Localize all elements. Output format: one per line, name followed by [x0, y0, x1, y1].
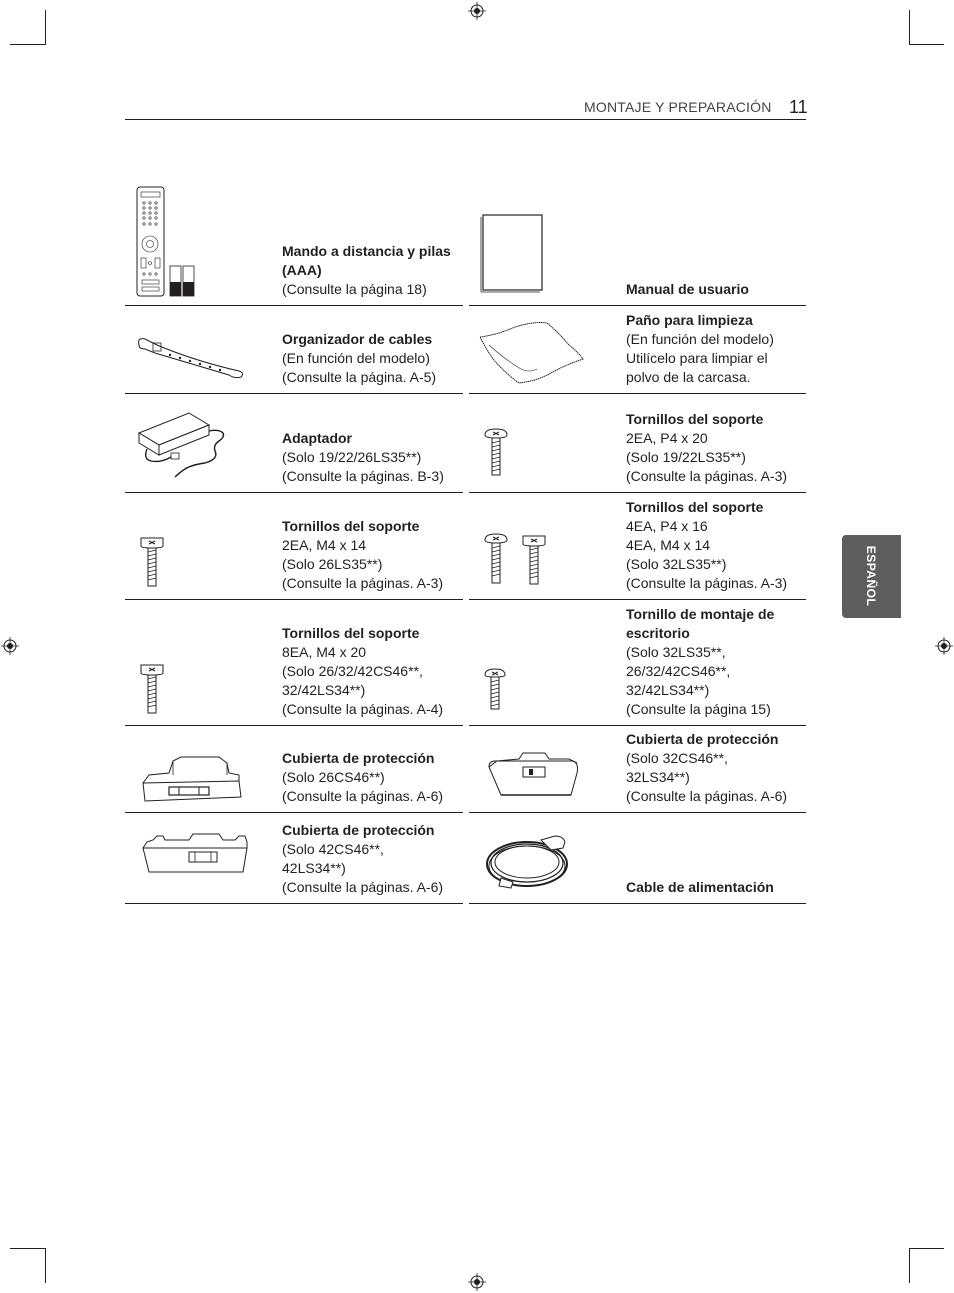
- item-detail: (Consulte la páginas. A-4): [282, 701, 444, 717]
- crop-mark: [10, 44, 45, 45]
- power-cord-icon: [483, 832, 593, 896]
- item-detail: (Solo 26/32/42CS46**,: [282, 663, 423, 679]
- item-detail: polvo de la carcasa.: [626, 369, 751, 385]
- item-text: [282, 330, 458, 387]
- accessory-item: [469, 599, 806, 726]
- item-detail: (Solo 42CS46**,: [282, 841, 384, 857]
- language-label: ESPAÑOL: [864, 545, 878, 607]
- user-manual-icon: [479, 213, 559, 295]
- item-text: [282, 242, 458, 299]
- item-title: Cubierta de protección: [282, 822, 435, 838]
- crop-mark: [909, 10, 910, 45]
- crop-mark: [909, 1248, 910, 1283]
- protection-cover-icon: [139, 753, 245, 805]
- item-detail: 2EA, M4 x 14: [282, 537, 367, 553]
- registration-mark-icon: [1, 637, 19, 655]
- item-detail: 32/42LS34**): [626, 682, 710, 698]
- header-divider: [125, 119, 806, 120]
- accessory-item: [125, 725, 463, 813]
- accessory-item: [469, 492, 806, 600]
- item-text: [282, 624, 458, 719]
- remote-control-batteries-icon: [135, 186, 197, 298]
- cable-organizer-icon: [135, 331, 247, 379]
- item-text: [626, 498, 804, 593]
- section-title: MONTAJE Y PREPARACIÓN: [584, 99, 772, 115]
- item-detail: (Consulte la página 18): [282, 281, 427, 297]
- item-detail: (Solo 32LS35**): [626, 556, 727, 572]
- accessory-item: [125, 305, 463, 394]
- item-detail: 4EA, P4 x 16: [626, 518, 708, 534]
- item-detail: (Consulte la páginas. B-3): [282, 468, 444, 484]
- item-text: [626, 878, 804, 897]
- crop-mark: [45, 10, 46, 45]
- item-title: Paño para limpieza: [626, 312, 753, 328]
- stand-screw-icon: [483, 427, 509, 479]
- item-detail: (Solo 19/22LS35**): [626, 449, 746, 465]
- two-stand-screws-icon: [483, 532, 547, 588]
- accessory-item: [469, 725, 806, 813]
- crop-mark: [10, 1248, 45, 1249]
- item-title: Organizador de cables: [282, 331, 433, 347]
- item-detail: (Consulte la páginas. A-6): [282, 788, 444, 804]
- item-detail: 4EA, M4 x 14: [626, 537, 711, 553]
- item-detail: 8EA, M4 x 20: [282, 644, 367, 660]
- item-text: [626, 311, 804, 387]
- item-text: [626, 280, 804, 299]
- item-detail: (Solo 26LS35**): [282, 556, 383, 572]
- item-title: Manual de usuario: [626, 281, 749, 297]
- accessory-item: [469, 183, 806, 306]
- item-detail: (Consulte la página 15): [626, 701, 771, 717]
- accessory-item: [125, 393, 463, 493]
- item-title: Cubierta de protección: [626, 731, 779, 747]
- accessory-item: [125, 812, 463, 904]
- item-detail: (Solo 32LS35**,: [626, 644, 726, 660]
- accessory-item: [125, 599, 463, 726]
- protection-cover-icon: [483, 749, 581, 801]
- item-text: [282, 821, 458, 897]
- item-text: [626, 605, 804, 719]
- crop-mark: [45, 1248, 46, 1283]
- item-detail: (Consulte la páginas. A-3): [626, 468, 788, 484]
- protection-cover-icon: [139, 832, 251, 878]
- item-detail: 32/42LS34**): [282, 682, 366, 698]
- item-title: Tornillos del soporte: [626, 411, 764, 427]
- item-text: [282, 429, 458, 486]
- page-number: 11: [789, 97, 808, 117]
- item-text: [626, 410, 804, 486]
- registration-mark-icon: [935, 637, 953, 655]
- item-detail: (Consulte la páginas. A-6): [626, 788, 788, 804]
- item-detail: (En función del modelo): [626, 331, 774, 347]
- item-text: [282, 749, 458, 806]
- stand-screw-icon: [139, 661, 165, 717]
- item-detail: (Solo 19/22/26LS35**): [282, 449, 422, 465]
- item-title: Adaptador: [282, 430, 352, 446]
- cleaning-cloth-icon: [477, 317, 585, 387]
- crop-mark: [909, 44, 944, 45]
- item-detail: 42LS34**): [282, 860, 346, 876]
- item-detail: (Consulte la páginas. A-6): [282, 879, 444, 895]
- desk-mount-screw-icon: [483, 667, 507, 713]
- item-detail: 32LS34**): [626, 769, 690, 785]
- ac-adapter-icon: [135, 407, 227, 479]
- item-detail: (Consulte la páginas. A-3): [626, 575, 788, 591]
- item-detail: Utilícelo para limpiar el: [626, 350, 768, 366]
- item-title: Tornillos del soporte: [282, 625, 420, 641]
- accessory-item: [469, 812, 806, 904]
- item-text: [282, 517, 458, 593]
- item-title: Mando a distancia y pilas (AAA): [282, 243, 451, 278]
- item-title: Tornillo de montaje de escritorio: [626, 606, 775, 641]
- registration-mark-icon: [468, 1273, 486, 1291]
- item-detail: 2EA, P4 x 20: [626, 430, 708, 446]
- item-text: [626, 730, 804, 806]
- item-title: Cubierta de protección: [282, 750, 435, 766]
- item-detail: (Consulte la página. A-5): [282, 369, 437, 385]
- accessory-item: [469, 305, 806, 394]
- language-tab: [842, 535, 901, 618]
- item-detail: (Solo 32CS46**,: [626, 750, 728, 766]
- crop-mark: [909, 1248, 944, 1249]
- item-title: Cable de alimentación: [626, 879, 774, 895]
- accessory-item: [125, 492, 463, 600]
- accessory-item: [125, 183, 463, 306]
- registration-mark-icon: [468, 2, 486, 20]
- item-detail: (Consulte la páginas. A-3): [282, 575, 444, 591]
- accessory-item: [469, 393, 806, 493]
- item-detail: (Solo 26CS46**): [282, 769, 385, 785]
- item-detail: (En función del modelo): [282, 350, 430, 366]
- item-detail: 26/32/42CS46**,: [626, 663, 731, 679]
- item-title: Tornillos del soporte: [282, 518, 420, 534]
- stand-screw-icon: [139, 534, 165, 590]
- item-title: Tornillos del soporte: [626, 499, 764, 515]
